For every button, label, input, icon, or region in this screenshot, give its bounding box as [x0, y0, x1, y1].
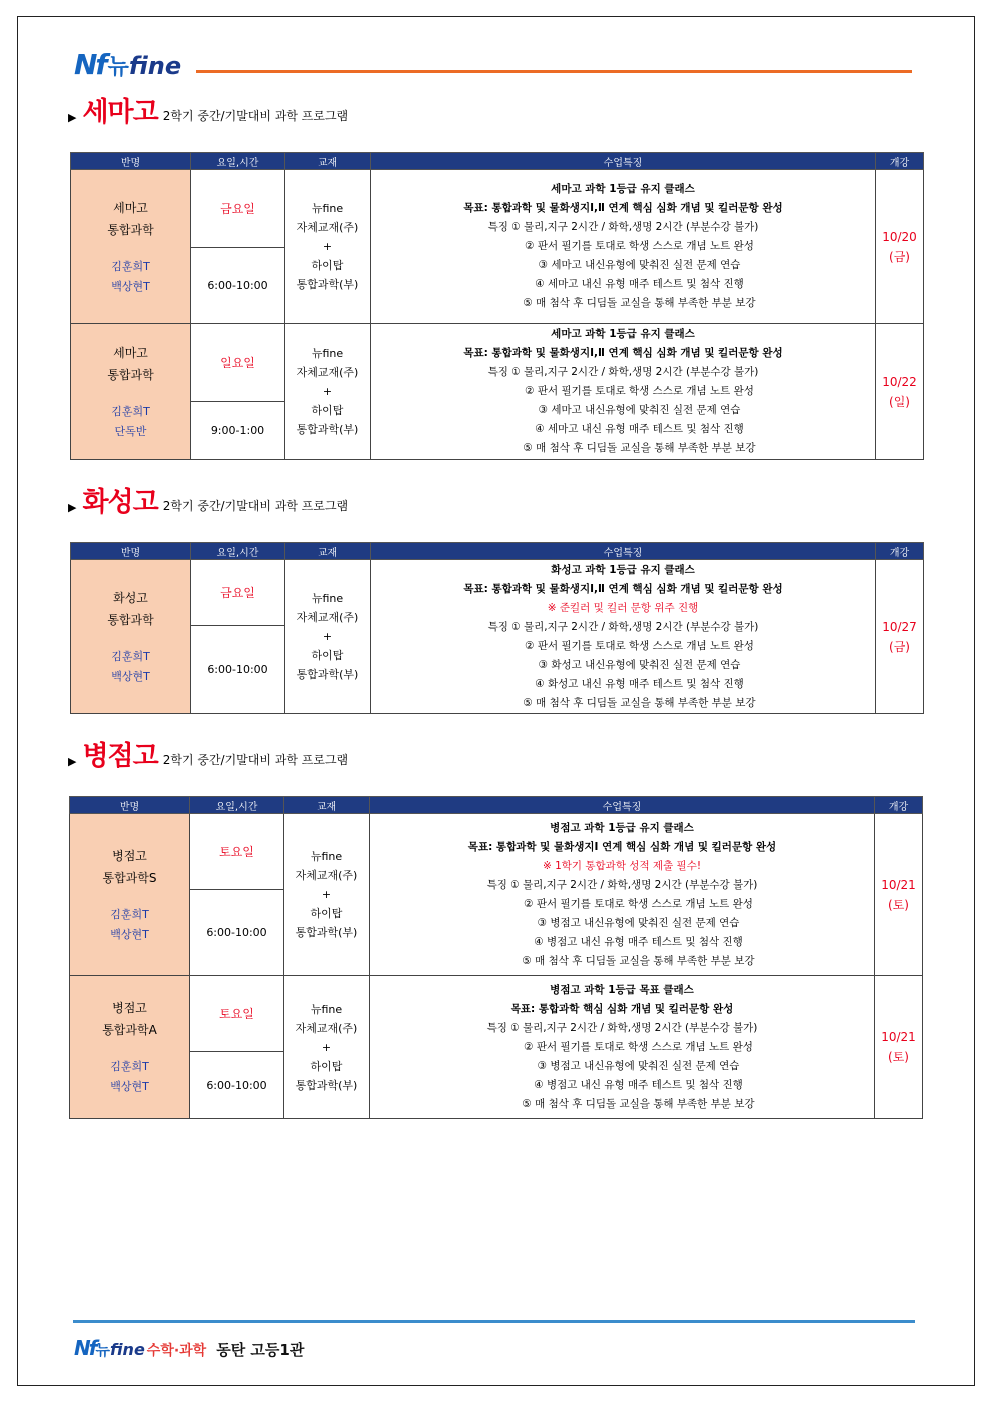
feature-item: 특징 ① 물리,지구 2시간 / 화학,생명 2시간 (부분수강 불가) — [487, 221, 759, 233]
feature-item: ④ 세마고 내신 유형 매주 테스트 및 첨삭 진행 — [535, 423, 744, 435]
feature-item: ④ 병점고 내신 유형 매주 테스트 및 첨삭 진행 — [534, 1078, 743, 1091]
class-name-line: 병점고 — [112, 1001, 147, 1015]
class-cell — [70, 976, 190, 1119]
class-name-line: 세마고 — [113, 345, 148, 360]
table-row — [70, 976, 923, 1052]
start-date-cell — [876, 170, 924, 324]
header-logo — [74, 48, 181, 81]
feature-item: ② 판서 필기를 토대로 학생 스스로 개념 노트 완성 — [525, 385, 754, 397]
start-date-line: 10/21 — [881, 877, 916, 892]
feature-item: ② 판서 필기를 토대로 학생 스스로 개념 노트 완성 — [524, 1040, 753, 1053]
header-features: 수업특징 — [371, 543, 876, 560]
triangle-bullet-icon: ▶ — [68, 755, 77, 768]
section-title — [68, 742, 348, 772]
class-time: 6:00-10:00 — [191, 248, 285, 324]
textbook-line: 자체교재(주) — [296, 611, 359, 624]
features-cell — [371, 324, 876, 460]
header-start: 개강 — [876, 153, 924, 170]
feature-item: ③ 세마고 내신유형에 맞춰진 실전 문제 연습 — [538, 259, 741, 271]
teacher-list — [71, 402, 190, 442]
teacher-name: 김훈희T — [111, 404, 150, 418]
class-time: 6:00-10:00 — [190, 1052, 284, 1119]
feature-item: ⑤ 매 첨삭 후 디딤돌 교실을 통해 부족한 부분 보강 — [523, 442, 756, 454]
teacher-name: 김훈희T — [110, 1060, 149, 1073]
logo-nyu: 뉴 — [107, 55, 129, 80]
feature-item: 특징 ① 물리,지구 2시간 / 화학,생명 2시간 (부분수강 불가) — [487, 366, 759, 378]
header-schedule: 요일,시간 — [191, 543, 285, 560]
program-table — [69, 796, 923, 1119]
textbook-cell — [284, 976, 370, 1119]
teacher-list — [71, 257, 190, 297]
textbook-line: 통합과학(부) — [295, 1078, 358, 1092]
footer-branch: 동탄 고등1관 — [216, 1341, 305, 1359]
textbook-line: 자체교재(주) — [295, 1021, 358, 1035]
header-class: 반명 — [71, 153, 191, 170]
textbook-cell — [285, 170, 371, 324]
class-day: 토요일 — [190, 976, 284, 1052]
table-row — [71, 560, 924, 626]
start-date-line: 10/27 — [882, 619, 917, 634]
teacher-name: 단독반 — [114, 424, 147, 438]
class-day: 토요일 — [190, 814, 284, 890]
class-heading: 세마고 과학 1등급 유지 클래스 — [551, 328, 695, 340]
class-goal: 목표: 통합과학 핵심 심화 개념 및 킬러문항 완성 — [510, 1002, 734, 1015]
features-cell — [371, 560, 876, 714]
textbook-line: 뉴fine — [311, 202, 344, 215]
start-date-cell — [875, 814, 923, 976]
features-cell — [370, 976, 875, 1119]
header-class: 반명 — [70, 797, 190, 814]
class-name-line: 병점고 — [112, 848, 147, 863]
header-textbook: 교재 — [285, 543, 371, 560]
textbook-line: 통합과학(부) — [296, 423, 359, 436]
header-features: 수업특징 — [371, 153, 876, 170]
feature-item: ② 판서 필기를 토대로 학생 스스로 개념 노트 완성 — [525, 639, 754, 652]
header-class: 반명 — [71, 543, 191, 560]
teacher-list — [71, 647, 190, 687]
footer-logo-fine: fine — [109, 1340, 145, 1359]
textbook-line: 하이탑 — [311, 404, 344, 417]
teacher-name: 김훈희T — [110, 907, 149, 921]
class-cell — [71, 170, 191, 324]
header-start: 개강 — [875, 797, 923, 814]
feature-item: ② 판서 필기를 토대로 학생 스스로 개념 노트 완성 — [525, 240, 754, 252]
feature-item: ⑤ 매 첨삭 후 디딤돌 교실을 통해 부족한 부분 보강 — [522, 954, 755, 967]
textbook-line: + — [322, 385, 333, 398]
features-cell — [370, 814, 875, 976]
triangle-bullet-icon: ▶ — [68, 501, 77, 514]
feature-item: ⑤ 매 첨삭 후 디딤돌 교실을 통해 부족한 부분 보강 — [522, 1097, 755, 1110]
school-name: 병점고 — [82, 741, 158, 772]
school-name: 화성고 — [82, 487, 158, 518]
start-date-line: (일) — [889, 394, 910, 409]
start-date-cell — [876, 324, 924, 460]
textbook-line: 자체교재(주) — [295, 869, 358, 882]
feature-item: 특징 ① 물리,지구 2시간 / 화학,생명 2시간 (부분수강 불가) — [487, 620, 759, 633]
header-divider — [196, 70, 912, 73]
feature-item: ③ 세마고 내신유형에 맞춰진 실전 문제 연습 — [538, 404, 741, 416]
start-date-line: 10/20 — [882, 229, 917, 244]
textbook-line: 통합과학(부) — [296, 278, 359, 291]
teacher-name: 백상현T — [110, 927, 149, 941]
class-heading: 병점고 과학 1등급 목표 클래스 — [550, 983, 694, 996]
teacher-list — [70, 905, 189, 945]
logo-fine: fine — [128, 52, 182, 80]
start-date-line: (금) — [889, 249, 910, 264]
textbook-line: 통합과학(부) — [295, 926, 358, 939]
textbook-line: 통합과학(부) — [296, 668, 359, 681]
teacher-name: 김훈희T — [111, 649, 150, 663]
class-time: 6:00-10:00 — [191, 626, 285, 714]
feature-item: ④ 화성고 내신 유형 매주 테스트 및 첨삭 진행 — [535, 677, 744, 690]
footer-nf-logo-mark: Nf — [74, 1336, 96, 1360]
textbook-line: 뉴fine — [311, 347, 344, 360]
start-date-line: (토) — [888, 897, 909, 912]
textbook-line: 하이탑 — [311, 649, 344, 662]
class-heading: 세마고 과학 1등급 유지 클래스 — [551, 183, 695, 195]
class-cell — [71, 560, 191, 714]
header-textbook: 교재 — [285, 153, 371, 170]
class-day: 일요일 — [191, 324, 285, 402]
textbook-line: 하이탑 — [310, 1059, 343, 1073]
header-schedule: 요일,시간 — [190, 797, 284, 814]
class-heading: 화성고 과학 1등급 유지 클래스 — [551, 563, 695, 576]
textbook-line: 하이탑 — [310, 907, 343, 920]
textbook-line: 뉴fine — [311, 592, 344, 605]
feature-item: ④ 세마고 내신 유형 매주 테스트 및 첨삭 진행 — [535, 278, 744, 290]
textbook-line: + — [322, 630, 333, 643]
start-date-cell — [876, 560, 924, 714]
teacher-name: 김훈희T — [111, 259, 150, 273]
start-date-line: (금) — [889, 639, 910, 654]
start-date-line: 10/22 — [882, 374, 917, 389]
footer-subject: 수학·과학 — [146, 1343, 207, 1359]
class-name-line: 통합과학 — [107, 612, 154, 627]
class-day: 금요일 — [191, 560, 285, 626]
section-subtitle: 2학기 중간/기말대비 과학 프로그램 — [162, 753, 349, 767]
feature-item: 특징 ① 물리,지구 2시간 / 화학,생명 2시간 (부분수강 불가) — [486, 1021, 758, 1034]
section-subtitle: 2학기 중간/기말대비 과학 프로그램 — [162, 109, 349, 123]
class-note: ※ 1학기 통합과학 성적 제출 필수! — [542, 859, 702, 872]
teacher-name: 백상현T — [110, 1080, 149, 1093]
textbook-cell — [284, 814, 370, 976]
class-goal: 목표: 통합과학 및 물화생지Ⅰ,Ⅱ 연계 핵심 심화 개념 및 킬러문항 완성 — [463, 582, 783, 595]
textbook-line: 자체교재(주) — [296, 221, 359, 234]
textbook-cell — [285, 324, 371, 460]
class-goal: 목표: 통합과학 및 물화생지Ⅰ,Ⅱ 연계 핵심 심화 개념 및 킬러문항 완성 — [463, 347, 783, 359]
textbook-line: 뉴fine — [310, 850, 343, 863]
nf-logo-mark: Nf — [74, 48, 106, 81]
class-day: 금요일 — [191, 170, 285, 248]
start-date-cell — [875, 976, 923, 1119]
table-header-row — [71, 543, 924, 560]
textbook-line: 자체교재(주) — [296, 366, 359, 379]
table-row — [71, 324, 924, 402]
textbook-cell — [285, 560, 371, 714]
feature-item: ③ 화성고 내신유형에 맞춰진 실전 문제 연습 — [538, 658, 741, 671]
class-name-line: 통합과학 — [107, 222, 154, 237]
table-row — [71, 170, 924, 248]
textbook-line: + — [321, 1040, 332, 1054]
section-title — [68, 98, 348, 128]
table-header-row — [71, 153, 924, 170]
feature-item: ③ 병점고 내신유형에 맞춰진 실전 문제 연습 — [537, 916, 740, 929]
header-schedule: 요일,시간 — [191, 153, 285, 170]
school-name: 세마고 — [82, 97, 158, 128]
class-name-line: 세마고 — [113, 200, 148, 215]
class-name-line: 통합과학A — [102, 1023, 157, 1037]
class-name-line: 화성고 — [113, 590, 148, 605]
start-date-line: (토) — [888, 1050, 909, 1064]
program-table — [70, 152, 924, 460]
textbook-line: + — [322, 240, 333, 253]
table-header-row — [70, 797, 923, 814]
class-time: 9:00-1:00 — [191, 402, 285, 460]
feature-item: ⑤ 매 첨삭 후 디딤돌 교실을 통해 부족한 부분 보강 — [523, 696, 756, 709]
section-subtitle: 2학기 중간/기말대비 과학 프로그램 — [162, 499, 349, 513]
start-date-line: 10/21 — [881, 1030, 916, 1044]
footer-divider — [73, 1320, 915, 1323]
table-row — [70, 814, 923, 890]
header-features: 수업특징 — [370, 797, 875, 814]
teacher-list — [70, 1057, 189, 1097]
class-goal: 목표: 통합과학 및 물화생지Ⅰ 연계 핵심 심화 개념 및 킬러문항 완성 — [467, 840, 777, 853]
feature-item: ④ 병점고 내신 유형 매주 테스트 및 첨삭 진행 — [534, 935, 743, 948]
triangle-bullet-icon: ▶ — [68, 111, 77, 124]
feature-item: ② 판서 필기를 토대로 학생 스스로 개념 노트 완성 — [524, 897, 753, 910]
header-start: 개강 — [876, 543, 924, 560]
feature-item: ③ 병점고 내신유형에 맞춰진 실전 문제 연습 — [537, 1059, 740, 1072]
footer-logo — [74, 1336, 304, 1360]
features-cell — [371, 170, 876, 324]
class-heading: 병점고 과학 1등급 유지 클래스 — [550, 821, 694, 834]
feature-item: 특징 ① 물리,지구 2시간 / 화학,생명 2시간 (부분수강 불가) — [486, 878, 758, 891]
feature-item: ⑤ 매 첨삭 후 디딤돌 교실을 통해 부족한 부분 보강 — [523, 297, 756, 309]
class-goal: 목표: 통합과학 및 물화생지Ⅰ,Ⅱ 연계 핵심 심화 개념 및 킬러문항 완성 — [463, 202, 783, 214]
class-note: ※ 준킬러 및 킬러 문항 위주 진행 — [547, 601, 699, 614]
header-textbook: 교재 — [284, 797, 370, 814]
teacher-name: 백상현T — [111, 279, 150, 293]
class-cell — [71, 324, 191, 460]
class-time: 6:00-10:00 — [190, 890, 284, 976]
teacher-name: 백상현T — [111, 669, 150, 683]
section-title — [68, 488, 348, 518]
class-cell — [70, 814, 190, 976]
class-name-line: 통합과학 — [107, 367, 154, 382]
class-name-line: 통합과학S — [102, 870, 157, 885]
program-table — [70, 542, 924, 714]
textbook-line: + — [321, 888, 332, 901]
textbook-line: 하이탑 — [311, 259, 344, 272]
footer-logo-nyu: 뉴 — [95, 1341, 110, 1359]
textbook-line: 뉴fine — [310, 1002, 343, 1016]
